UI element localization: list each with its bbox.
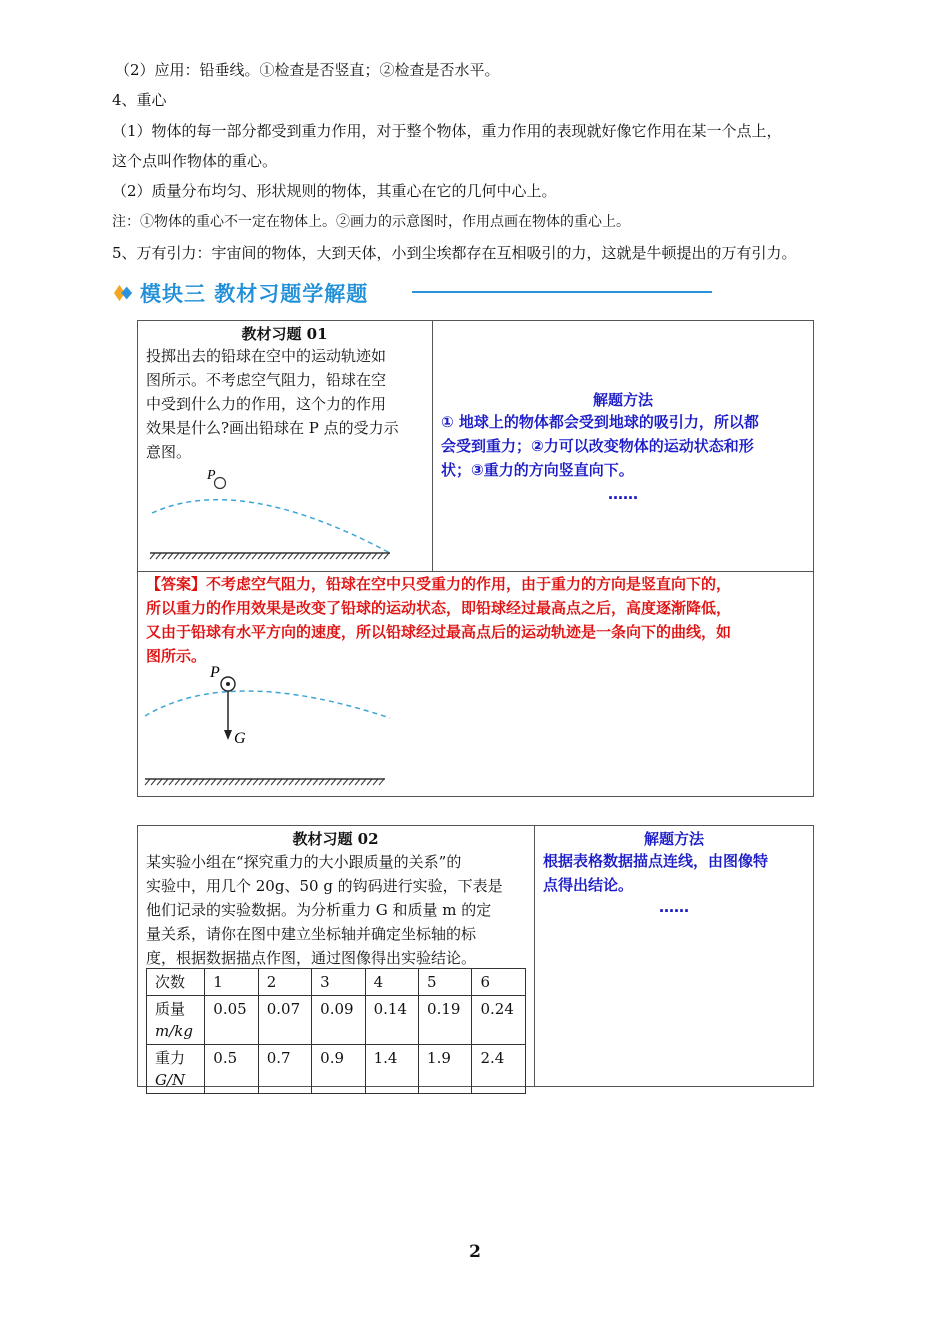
hatch-mark <box>180 553 185 559</box>
hatch-mark <box>349 779 354 785</box>
hatch-mark <box>181 779 186 785</box>
exercise1-question-line: 中受到什么力的作用，这个力的作用 <box>146 395 387 413</box>
hatch-mark <box>258 553 263 559</box>
exercise1-question <box>146 344 399 464</box>
hatch-mark <box>163 779 168 785</box>
answer-point-p-label: P <box>210 664 220 681</box>
exercise2-question-line: 他们记录的实验数据。为分析重力 G 和质量 m 的定 <box>146 901 492 919</box>
hatch-mark <box>234 553 239 559</box>
hatch-mark <box>217 779 222 785</box>
shotput-diagram <box>140 465 400 565</box>
table-row <box>147 996 526 1045</box>
exercise2-col-divider <box>534 825 535 1087</box>
page-number: 2 <box>469 1242 481 1262</box>
exercise1-method-title: 解题方法 <box>592 391 653 409</box>
exercise2-method-line: 根据表格数据描点连线，由图像特 <box>543 852 769 870</box>
exercise1-method-line: ① 地球上的物体都会受到地球的吸引力，所以都 <box>441 413 759 431</box>
hatch-mark <box>264 553 269 559</box>
hatch-mark <box>289 779 294 785</box>
hatch-mark <box>253 779 258 785</box>
hatch-mark <box>372 553 377 559</box>
hatch-mark <box>331 779 336 785</box>
table-cell: 0.05 <box>205 996 258 1045</box>
table-cell: 0.19 <box>419 996 472 1045</box>
hatch-mark <box>198 553 203 559</box>
hatch-mark <box>270 553 275 559</box>
table-cell: 0.5 <box>205 1045 258 1094</box>
hatch-mark <box>186 553 191 559</box>
hatch-mark <box>373 779 378 785</box>
hatch-mark <box>204 553 209 559</box>
exercise2-question-line: 某实验小组在“探究重力的大小跟质量的关系”的 <box>146 853 462 871</box>
exercise2-title: 教材习题 02 <box>292 830 379 848</box>
table-cell: 重力 G/N <box>147 1045 205 1094</box>
hatch-mark <box>301 779 306 785</box>
exercise1-question-line: 图所示。不考虑空气阻力，铅球在空 <box>146 371 387 389</box>
hatch-mark <box>319 779 324 785</box>
exercise2-method-ellipsis: …… <box>659 898 689 916</box>
hatch-mark <box>265 779 270 785</box>
hatch-mark <box>366 553 371 559</box>
hatch-mark <box>235 779 240 785</box>
hatch-mark <box>367 779 372 785</box>
hatch-mark <box>288 553 293 559</box>
table-cell: 4 <box>365 969 418 996</box>
table-cell: 2 <box>258 969 311 996</box>
answer-line: 又由于铅球有水平方向的速度，所以铅球经过最高点后的运动轨迹是一条向下的曲线，如 <box>146 623 732 641</box>
hatch-mark <box>168 553 173 559</box>
hatch-mark <box>175 779 180 785</box>
hatch-mark <box>252 553 257 559</box>
hatch-mark <box>145 779 150 785</box>
hatch-mark <box>277 779 282 785</box>
shotput-ball <box>215 478 226 489</box>
hatch-mark <box>276 553 281 559</box>
table-cell: 0.9 <box>312 1045 365 1094</box>
exercise2-method-title: 解题方法 <box>643 830 704 848</box>
exercise2-question-line: 实验中，用几个 20g、50 g 的钩码进行实验，下表是 <box>146 877 503 895</box>
hatch-mark <box>222 553 227 559</box>
hatch-mark <box>271 779 276 785</box>
exercise2-question-line: 量关系，请你在图中建立坐标轴并确定坐标轴的标 <box>146 925 477 943</box>
answer-ground-hatch <box>145 779 384 785</box>
answer-trajectory-curve <box>145 691 390 718</box>
hatch-mark <box>240 553 245 559</box>
answer-line: 【答案】不考虑空气阻力，铅球在空中只受重力的作用，由于重力的方向是竖直向下的， <box>146 575 732 593</box>
intro-line-4: 这个点叫作物体的重心。 <box>112 152 278 170</box>
hatch-mark <box>348 553 353 559</box>
hatch-mark <box>324 553 329 559</box>
hatch-mark <box>306 553 311 559</box>
hatch-mark <box>379 779 384 785</box>
hatch-mark <box>384 553 389 559</box>
hatch-mark <box>151 779 156 785</box>
table-cell: 0.14 <box>365 996 418 1045</box>
hatch-mark <box>150 553 155 559</box>
hatch-mark <box>361 779 366 785</box>
exercise1-method-ellipsis: …… <box>608 485 638 503</box>
section-title: 模块三 教材习题学解题 <box>140 282 369 306</box>
table-cell: 0.7 <box>258 1045 311 1094</box>
exercise1-question-line: 意图。 <box>146 443 192 461</box>
gravity-g-label: G <box>234 730 246 747</box>
hatch-mark <box>307 779 312 785</box>
table-cell: 1.9 <box>419 1045 472 1094</box>
exercise1-question-line: 投掷出去的铅球在空中的运动轨迹如 <box>146 347 387 365</box>
exercise2-method-line: 点得出结论。 <box>543 876 634 894</box>
hatch-mark <box>360 553 365 559</box>
answer-line: 图所示。 <box>146 647 207 665</box>
hatch-mark <box>295 779 300 785</box>
hatch-mark <box>342 553 347 559</box>
hatch-mark <box>330 553 335 559</box>
table-cell: 质量 m/kg <box>147 996 205 1045</box>
hatch-mark <box>378 553 383 559</box>
hatch-mark <box>228 553 233 559</box>
exercise1-method <box>441 410 759 482</box>
hatch-mark <box>337 779 342 785</box>
intro-line-5: （2）质量分布均匀、形状规则的物体，其重心在它的几何中心上。 <box>112 182 557 200</box>
hatch-mark <box>174 553 179 559</box>
exercise1-method-line: 状；③重力的方向竖直向下。 <box>441 461 634 479</box>
hatch-mark <box>156 553 161 559</box>
table-cell: 0.07 <box>258 996 311 1045</box>
hatch-mark <box>283 779 288 785</box>
hatch-mark <box>162 553 167 559</box>
intro-line-1: （2）应用：铅垂线。①检查是否竖直；②检查是否水平。 <box>115 61 500 79</box>
hatch-mark <box>354 553 359 559</box>
hatch-mark <box>246 553 251 559</box>
table-cell: 0.24 <box>472 996 526 1045</box>
table-cell: 次数 <box>147 969 205 996</box>
exercise1-answer <box>146 572 731 668</box>
exercise2-question <box>146 850 503 970</box>
table-cell: 3 <box>312 969 365 996</box>
answer-line: 所以重力的作用效果是改变了铅球的运动状态，即铅球经过最高点之后，高度逐渐降低， <box>146 599 732 617</box>
intro-line-2: 4、重心 <box>112 91 167 109</box>
hatch-mark <box>199 779 204 785</box>
point-p-label: P <box>207 468 216 483</box>
table-cell: 0.09 <box>312 996 365 1045</box>
section-rule <box>412 291 712 293</box>
hatch-mark <box>294 553 299 559</box>
hatch-mark <box>343 779 348 785</box>
hatch-mark <box>229 779 234 785</box>
hatch-mark <box>259 779 264 785</box>
hatch-mark <box>205 779 210 785</box>
table-row <box>147 1045 526 1094</box>
table-cell: 5 <box>419 969 472 996</box>
hatch-mark <box>325 779 330 785</box>
hatch-mark <box>312 553 317 559</box>
hatch-mark <box>313 779 318 785</box>
hatch-mark <box>300 553 305 559</box>
table-cell: 6 <box>472 969 526 996</box>
data-table <box>146 968 526 1094</box>
exercise1-question-line: 效果是什么?画出铅球在 P 点的受力示 <box>146 419 399 437</box>
diamond-icon <box>114 284 134 302</box>
hatch-mark <box>336 553 341 559</box>
hatch-mark <box>355 779 360 785</box>
exercise1-col-divider <box>432 320 433 571</box>
answer-diagram <box>140 660 400 790</box>
hatch-mark <box>210 553 215 559</box>
hatch-mark <box>241 779 246 785</box>
table-cell: 2.4 <box>472 1045 526 1094</box>
hatch-mark <box>318 553 323 559</box>
ground-hatch <box>150 553 389 559</box>
intro-line-7: 5、万有引力：宇宙间的物体，大到天体，小到尘埃都存在互相吸引的力，这就是牛顿提出的万有引力。 <box>112 244 797 262</box>
table-cell: 1.4 <box>365 1045 418 1094</box>
exercise2-method <box>543 849 768 897</box>
exercise1-method-line: 会受到重力；②力可以改变物体的运动状态和形 <box>441 437 754 455</box>
section-header <box>114 278 724 308</box>
hatch-mark <box>247 779 252 785</box>
hatch-mark <box>223 779 228 785</box>
table-cell: 1 <box>205 969 258 996</box>
exercise1-title: 教材习题 01 <box>241 325 328 343</box>
hatch-mark <box>192 553 197 559</box>
table-row <box>147 969 526 996</box>
hatch-mark <box>211 779 216 785</box>
hatch-mark <box>216 553 221 559</box>
hatch-mark <box>193 779 198 785</box>
gravity-arrow-head <box>224 730 232 740</box>
intro-line-3: （1）物体的每一部分都受到重力作用，对于整个物体，重力作用的表现就好像它作用在某一个点上， <box>112 122 782 140</box>
hatch-mark <box>282 553 287 559</box>
hatch-mark <box>187 779 192 785</box>
hatch-mark <box>169 779 174 785</box>
exercise2-question-line: 度，根据数据描点作图，通过图像得出实验结论。 <box>146 949 477 967</box>
trajectory-curve <box>152 500 390 553</box>
answer-ball-center <box>226 682 230 686</box>
intro-note: 注：①物体的重心不一定在物体上。②画力的示意图时，作用点画在物体的重心上。 <box>112 214 630 230</box>
hatch-mark <box>157 779 162 785</box>
